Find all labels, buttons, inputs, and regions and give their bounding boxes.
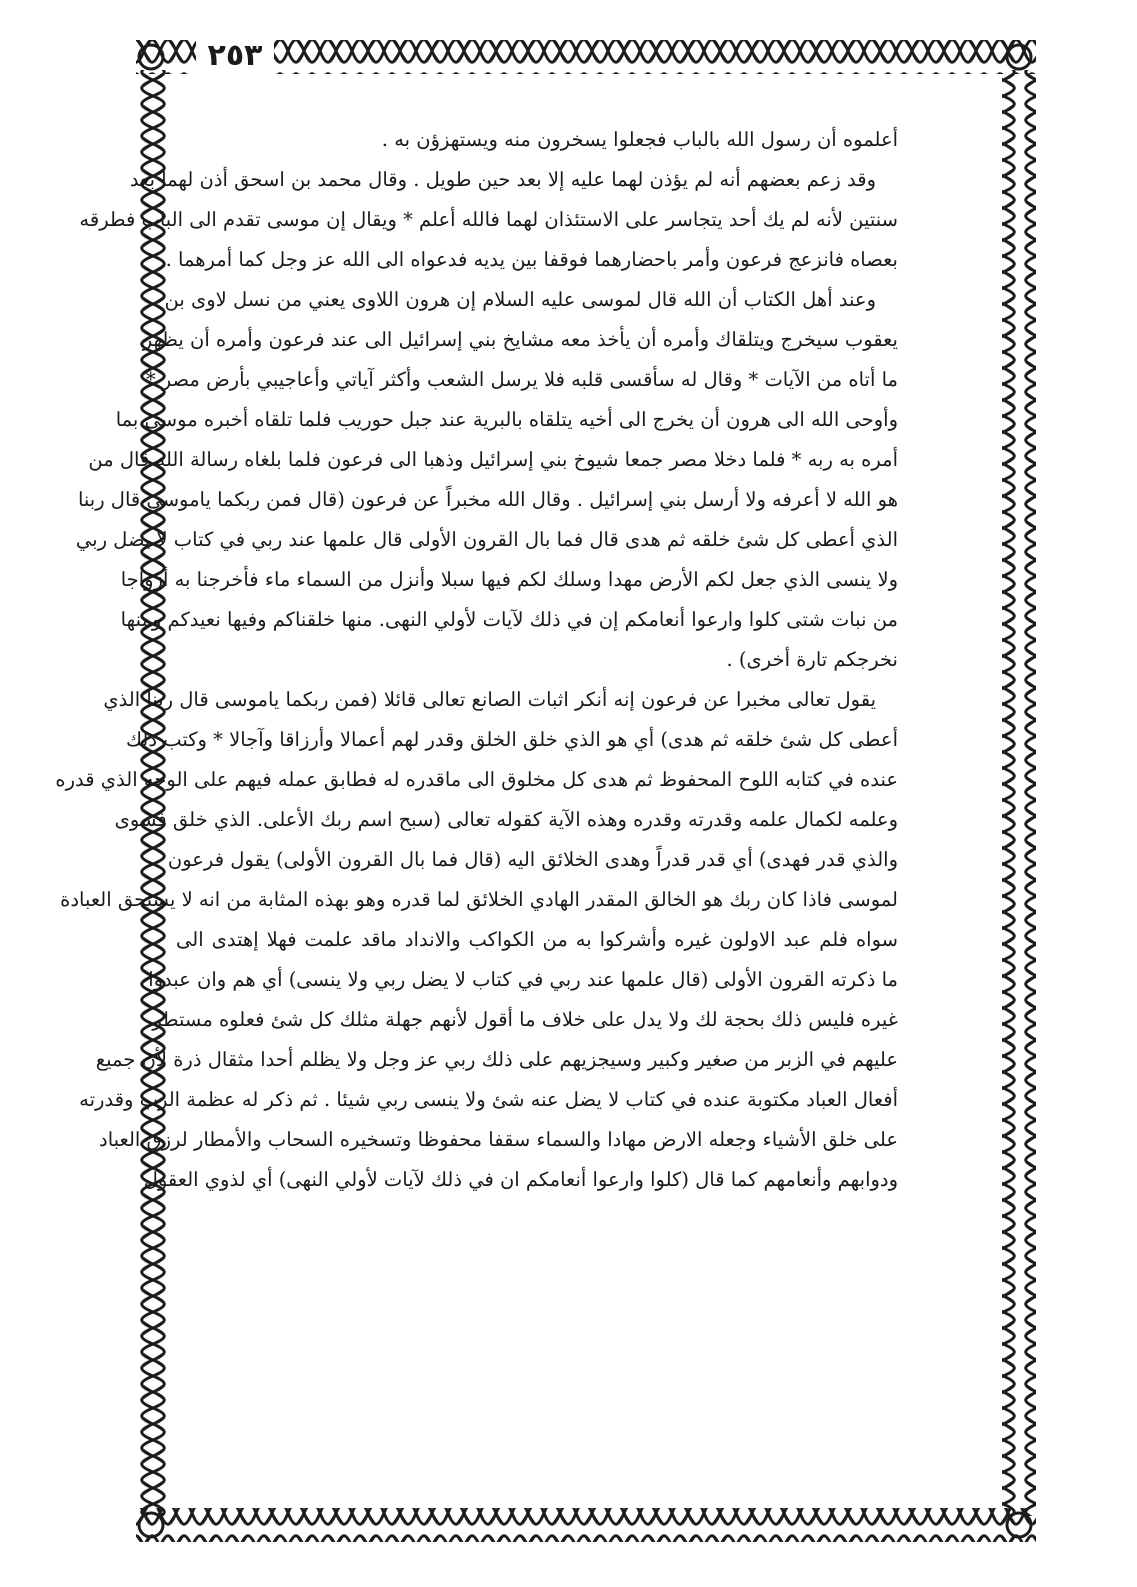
text-line: أعلموه أن رسول الله بالباب فجعلوا يسخرون منه ويستهزؤن به . xyxy=(381,128,898,151)
text-line: ولا ينسى الذي جعل لكم الأرض مهدا وسلك لكم فيها سبلا وأنزل من السماء ماء فأخرجنا به أزواجا xyxy=(120,568,898,591)
border-right xyxy=(1002,70,1036,1516)
page-body-text xyxy=(55,120,898,1200)
text-line: نخرجكم تارة أخرى) . xyxy=(726,648,898,671)
text-line: أمره به ربه * فلما دخلا مصر جمعا شيوخ بني إسرائيل وذهبا الى فرعون فلما بلغاه رسالة الله قال من xyxy=(88,448,898,471)
text-line: ما أتاه من الآيات * وقال له سأقسى قلبه فلا يرسل الشعب وأكثر آياتي وأعاجيبي بأرض مصر * xyxy=(145,368,898,391)
text-line: الذي أعطى كل شئ خلقه ثم هدى قال فما بال القرون الأولى قال علمها عند ربي في كتاب لا يضل ربي xyxy=(75,528,898,551)
text-line: عنده في كتابه اللوح المحفوظ ثم هدى كل مخلوق الى ماقدره له فطابق عمله فيهم على الوجه الذي قدره xyxy=(55,768,898,791)
text-line: لموسى فاذا كان ربك هو الخالق المقدر الهادي الخلائق لما قدره وهو بهذه المثابة من انه لا يستحق العبادة xyxy=(60,888,898,911)
page-number: ٢٥٣ xyxy=(196,38,274,74)
text-line: من نبات شتى كلوا وارعوا أنعامكم إن في ذلك لآيات لأولي النهى. منها خلقناكم وفيها نعيدكم ومنها xyxy=(120,608,898,631)
border-bottom xyxy=(136,1508,1036,1542)
text-line: وعند أهل الكتاب أن الله قال لموسى عليه السلام إن هرون اللاوى يعني من نسل لاوى بن xyxy=(164,288,876,311)
text-line: غيره فليس ذلك بحجة لك ولا يدل على خلاف ما أقول لأنهم جهلة مثلك كل شئ فعلوه مستطر xyxy=(152,1008,898,1031)
text-line: والذي قدر فهدى) أي قدر قدراً وهدى الخلائق اليه (قال فما بال القرون الأولى) يقول فرعون xyxy=(167,848,898,871)
text-line: وقد زعم بعضهم أنه لم يؤذن لهما عليه إلا بعد حين طويل . وقال محمد بن اسحق أذن لهما بعد xyxy=(129,168,876,191)
text-line: أفعال العباد مكتوبة عنده في كتاب لا يضل عنه شئ ولا ينسى ربي شيئا . ثم ذكر له عظمة الرب وقدرته xyxy=(79,1088,898,1111)
text-line: سواه فلم عبد الاولون غيره وأشركوا به من الكواكب والانداد ماقد علمت فهلا إهتدى الى xyxy=(176,928,898,951)
text-line: يقول تعالى مخبرا عن فرعون إنه أنكر اثبات الصانع تعالى قائلا (فمن ربكما ياموسى قال ربنا الذي xyxy=(103,688,876,711)
text-line: أعطى كل شئ خلقه ثم هدى) أي هو الذي خلق الخلق وقدر لهم أعمالا وأرزاقا وآجالا * وكتب ذلك xyxy=(125,728,898,751)
text-line: يعقوب سيخرج ويتلقاك وأمره أن يأخذ معه مشايخ بني إسرائيل الى عند فرعون وأمره أن يظهر xyxy=(142,328,898,351)
text-line: هو الله لا أعرفه ولا أرسل بني إسرائيل . وقال الله مخبراً عن فرعون (قال فمن ربكما ياموسى قال ربنا xyxy=(77,488,898,511)
text-line: ودوابهم وأنعامهم كما قال (كلوا وارعوا أنعامكم ان في ذلك لآيات لأولي النهى) أي لذوي العقول xyxy=(143,1168,898,1191)
text-line: على خلق الأشياء وجعله الارض مهادا والسماء سقفا محفوظا وتسخيره السحاب والأمطار لرزق العباد xyxy=(99,1128,898,1151)
text-line: وأوحى الله الى هرون أن يخرج الى أخيه يتلقاه بالبرية عند جبل حوريب فلما تلقاه أخبره موسى بما xyxy=(115,408,898,431)
text-line: وعلمه لكمال علمه وقدرته وقدره وهذه الآية كقوله تعالى (سبح اسم ربك الأعلى. الذي خلق فسوى xyxy=(114,808,898,831)
text-line: عليهم في الزبر من صغير وكبير وسيجزيهم على ذلك ربي عز وجل ولا يظلم أحدا مثقال ذرة لأن جميع xyxy=(95,1048,898,1071)
text-line: ما ذكرته القرون الأولى (قال علمها عند ربي في كتاب لا يضل ربي ولا ينسى) أي هم وان عبدوا xyxy=(148,968,898,991)
text-line: بعصاه فانزعج فرعون وأمر باحضارهما فوقفا بين يديه فدعواه الى الله عز وجل كما أمرهما . xyxy=(165,248,898,271)
text-line: سنتين لأنه لم يك أحد يتجاسر على الاستئذان لهما فالله أعلم * ويقال إن موسى تقدم الى الباب فطرقه xyxy=(79,208,898,231)
